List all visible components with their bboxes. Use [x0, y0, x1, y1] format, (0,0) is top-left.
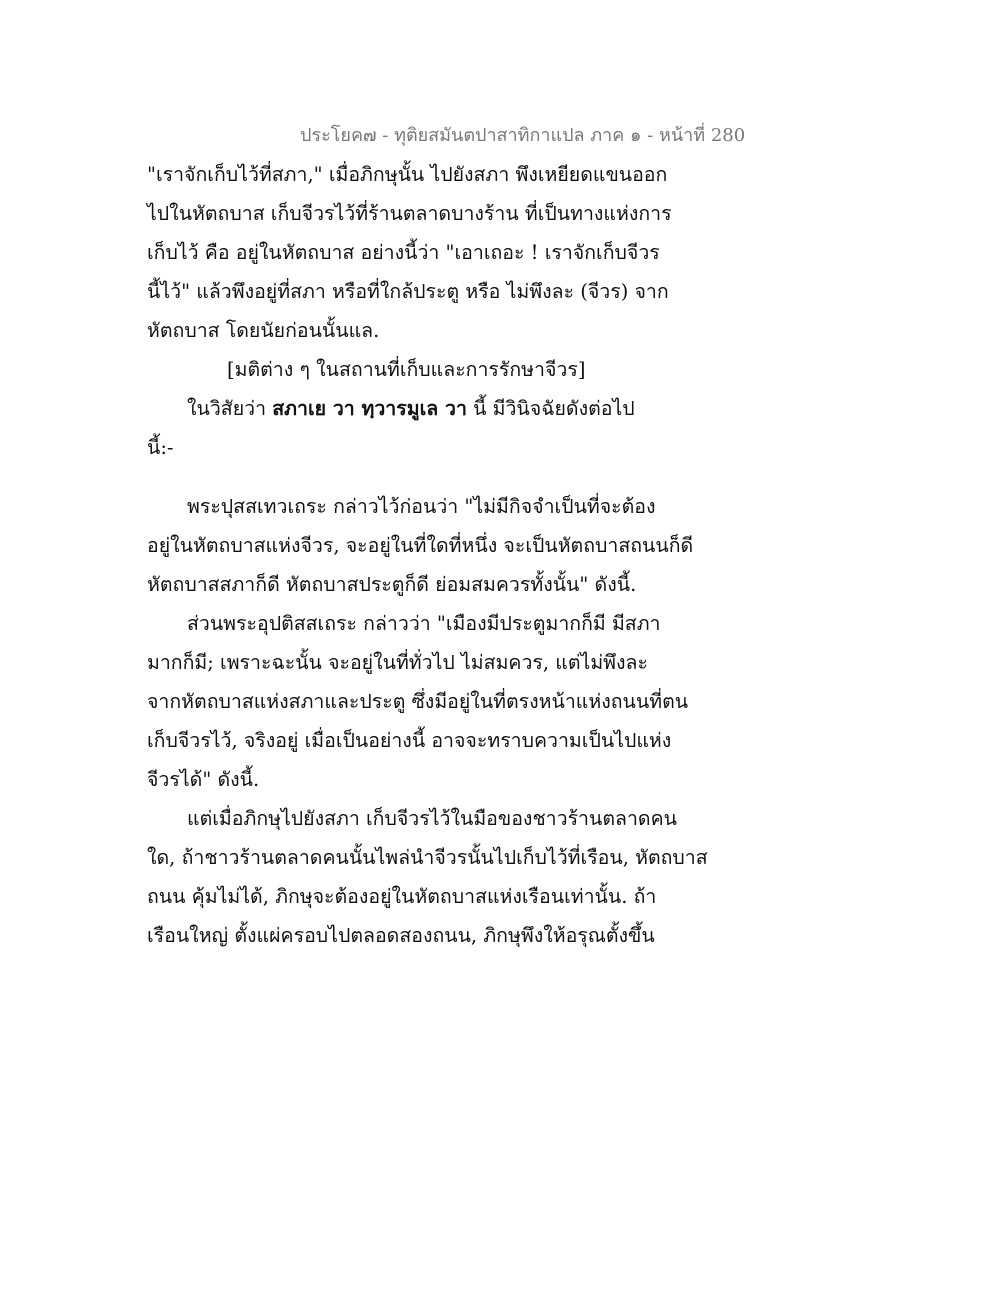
- text-line: ส่วนพระอุปติสสเถระ กล่าวว่า "เมืองมีประตูมากก็มี มีสภา: [187, 612, 661, 635]
- pali-term: สภาเย วา ทฺวารมูเล วา: [272, 397, 467, 420]
- section-heading: [มติต่าง ๆ ในสถานที่เก็บและการรักษาจีวร]: [227, 358, 586, 381]
- text-line: ถนน คุ้มไม่ได้, ภิกษุจะต้องอยู่ในหัตถบาสแห่งเรือนเท่านั้น. ถ้า: [147, 885, 657, 908]
- text-line: [147, 389, 707, 428]
- paragraph-2: [147, 389, 707, 467]
- text-line: เก็บจีวรไว้, จริงอยู่ เมื่อเป็นอย่างนี้ อาจจะทราบความเป็นไปแห่ง: [147, 729, 672, 752]
- text-line: หัตถบาสสภาก็ดี หัตถบาสประตูก็ดี ย่อมสมควรทั้งนั้น" ดังนี้.: [147, 573, 637, 596]
- paragraph-4: [147, 604, 707, 799]
- text-line: อยู่ในหัตถบาสแห่งจีวร, จะอยู่ในที่ใดที่หนึ่ง จะเป็นหัตถบาสถนนก็ดี: [147, 534, 694, 557]
- text-line: นี้:-: [147, 436, 174, 459]
- paragraph-5: [147, 799, 707, 955]
- text-suffix: นี้ มีวินิจฉัยดังต่อไป: [466, 397, 635, 420]
- text-line: หัตถบาส โดยนัยก่อนนั้นแล.: [147, 319, 380, 342]
- page-body: [147, 155, 707, 955]
- text-prefix: ในวิสัยว่า: [187, 397, 273, 420]
- text-line: แต่เมื่อภิกษุไปยังสภา เก็บจีวรไว้ในมือของชาวร้านตลาดคน: [187, 807, 677, 830]
- paragraph-3: [147, 487, 707, 604]
- text-line: นี้ไว้" แล้วพึงอยู่ที่สภา หรือที่ใกล้ประตู หรือ ไม่พึงละ (จีวร) จาก: [147, 280, 669, 303]
- text-line: พระปุสสเทวเถระ กล่าวไว้ก่อนว่า "ไม่มีกิจจำเป็นที่จะต้อง: [187, 495, 656, 518]
- text-line: มากก็มี; เพราะฉะนั้น จะอยู่ในที่ทั่วไป ไม่สมควร, แต่ไม่พึงละ: [147, 651, 648, 674]
- text-line: ไปในหัตถบาส เก็บจีวรไว้ที่ร้านตลาดบางร้าน ที่เป็นทางแห่งการ: [147, 202, 672, 225]
- text-line: "เราจักเก็บไว้ที่สภา," เมื่อภิกษุนั้น ไปยังสภา พึงเหยียดแขนออก: [147, 163, 668, 186]
- paragraph-gap: [147, 467, 707, 487]
- text-line: จีวรได้" ดังนี้.: [147, 768, 260, 791]
- paragraph-1: [147, 155, 707, 350]
- text-line: จากหัตถบาสแห่งสภาและประตู ซึ่งมีอยู่ในที่ตรงหน้าแห่งถนนที่ตน: [147, 690, 689, 713]
- text-line: เก็บไว้ คือ อยู่ในหัตถบาส อย่างนี้ว่า "เอาเถอะ ! เราจักเก็บจีวร: [147, 241, 660, 264]
- text-line: เรือนใหญ่ ตั้งแผ่ครอบไปตลอดสองถนน, ภิกษุพึงให้อรุณตั้งขึ้น: [147, 924, 655, 947]
- text-line: ใด, ถ้าชาวร้านตลาดคนนั้นไพล่นำจีวรนั้นไปเก็บไว้ที่เรือน, หัตถบาส: [147, 846, 708, 869]
- running-head: ประโยค๗ - ทุติยสมันตปาสาทิกาแปล ภาค ๑ - หน้าที่ 280: [300, 125, 746, 146]
